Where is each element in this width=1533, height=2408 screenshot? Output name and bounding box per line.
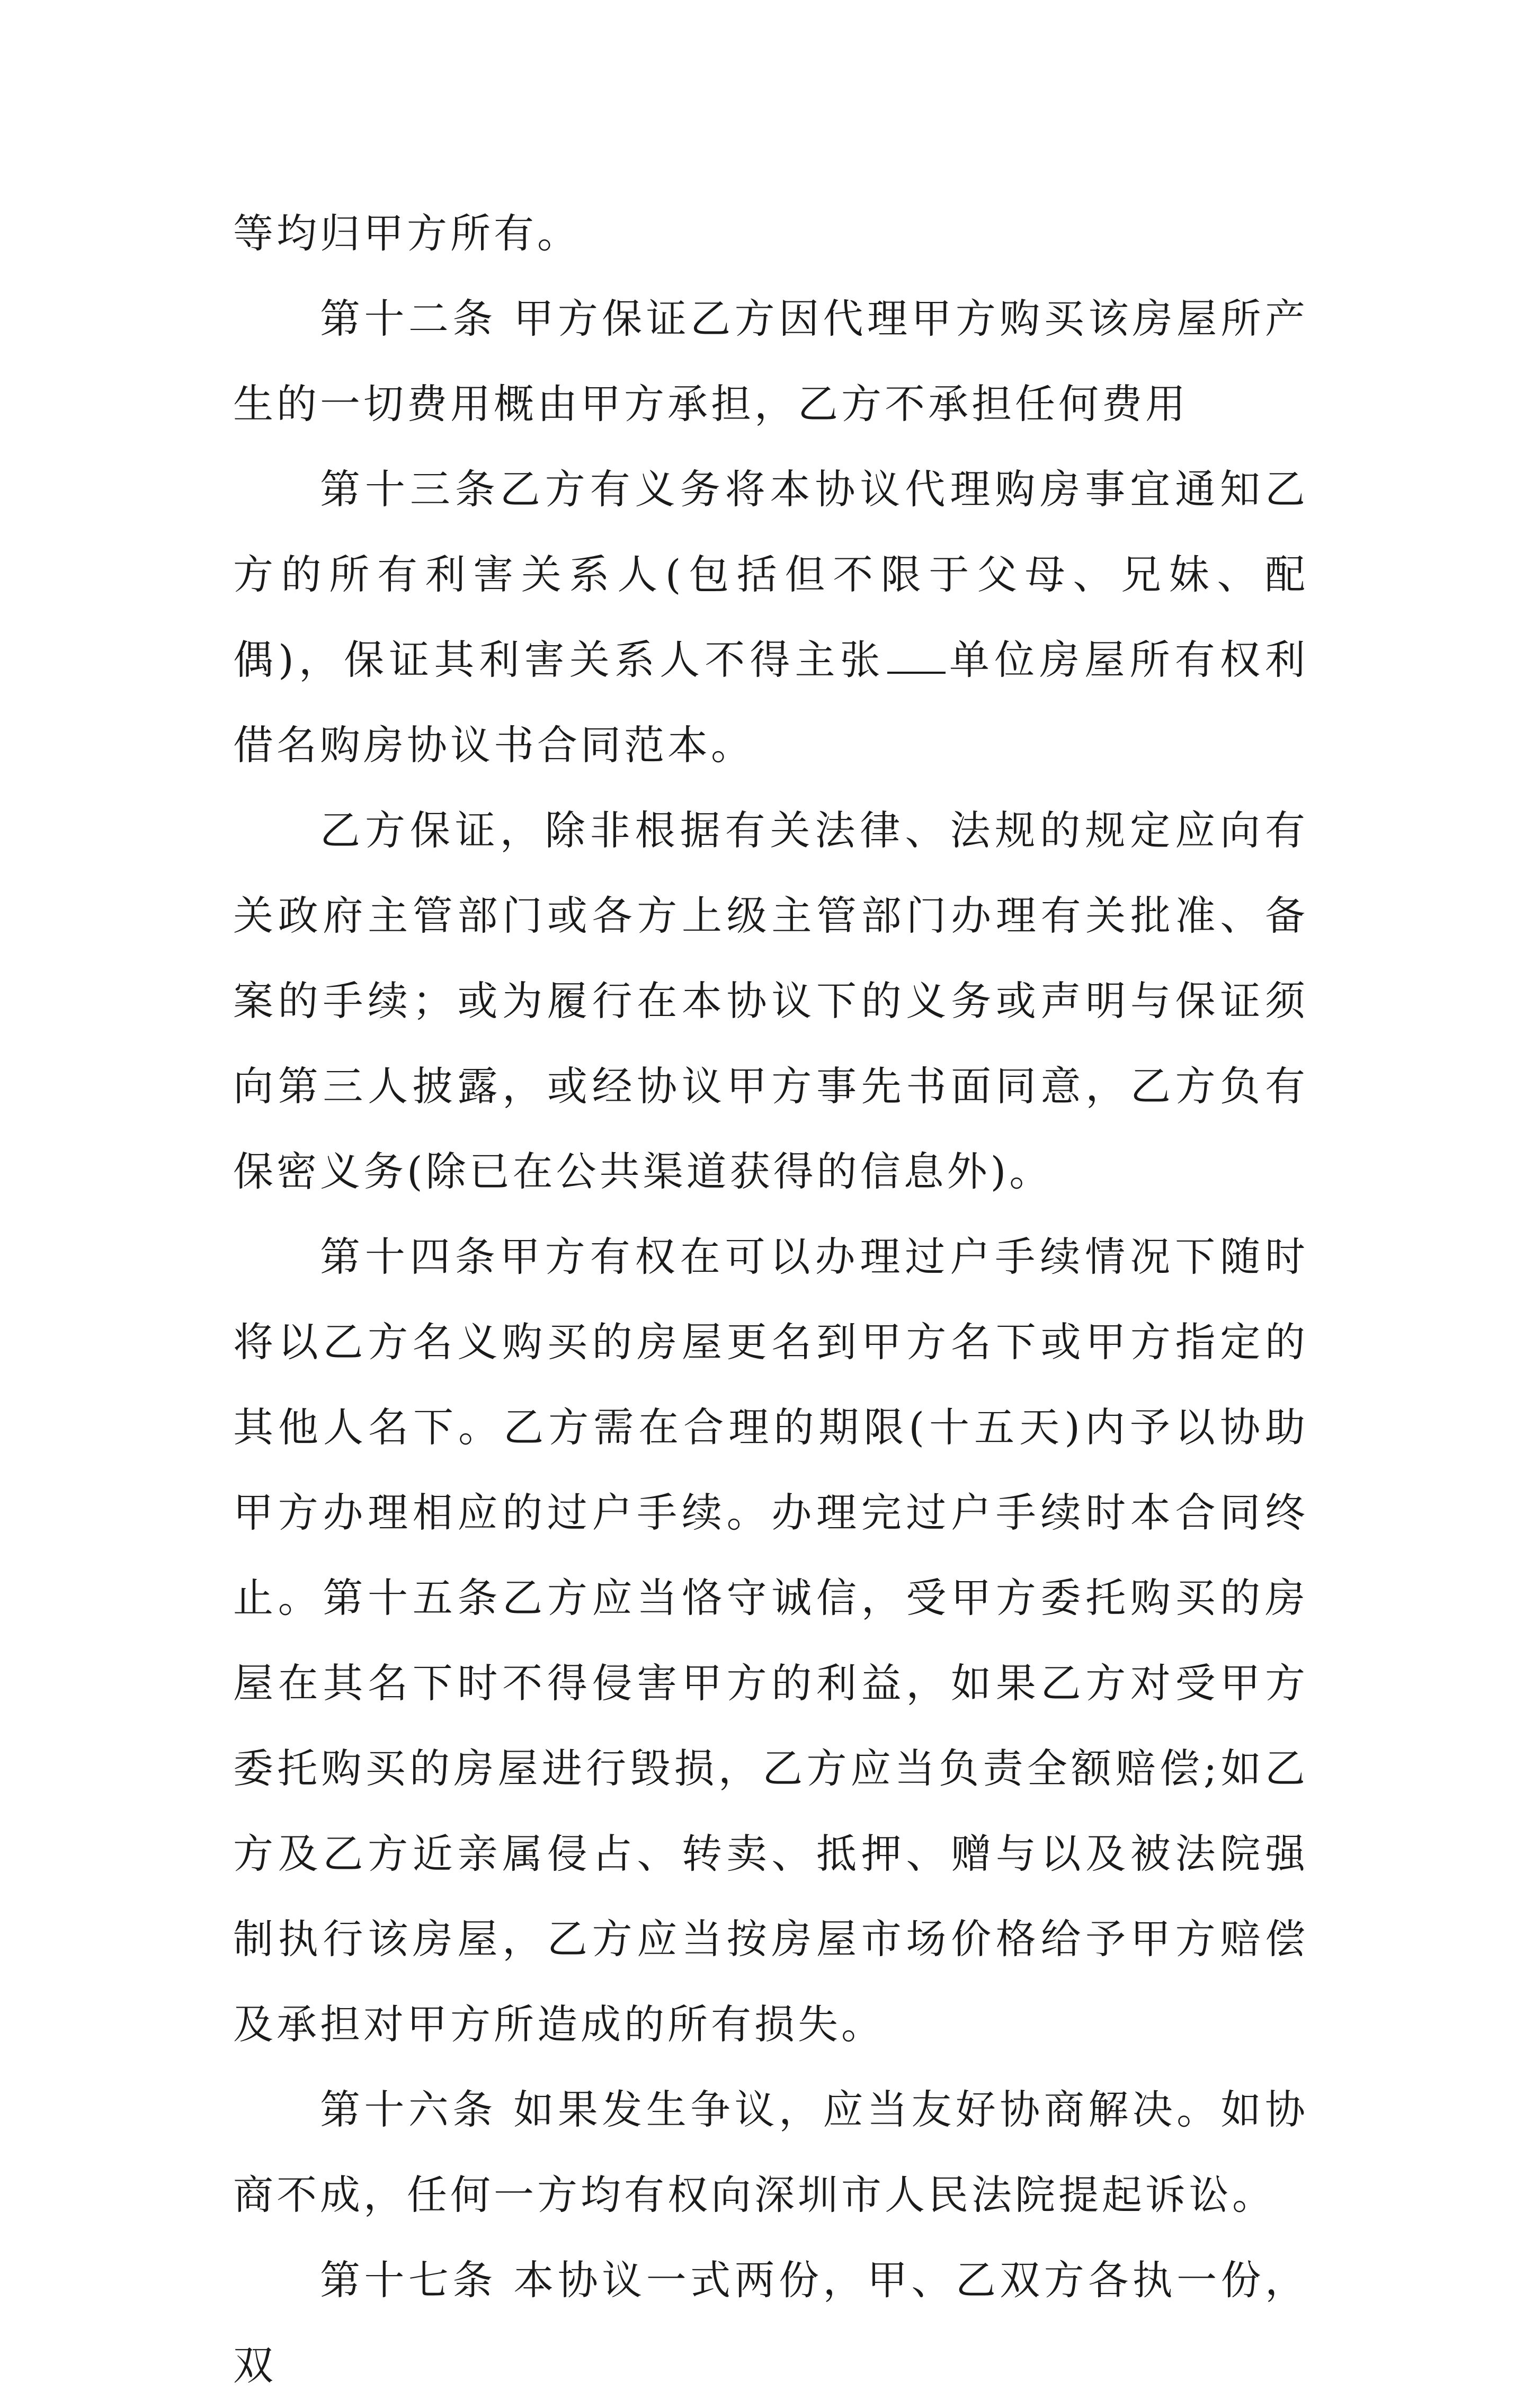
paragraph-confidentiality: 乙方保证，除非根据有关法律、法规的规定应向有关政府主管部门或各方上级主管部门办理有关批准、备案的手续；或为履行在本协议下的义务或声明与保证须向第三人披露，或经协议甲方事先书面同意，乙方负有保密义务(除已在公共渠道获得的信息外)。 — [233, 807, 1308, 1195]
paragraph-article-13 — [233, 447, 1308, 788]
paragraph-article-17: 第十七条 本协议一式两份，甲、乙双方各执一份，双 — [233, 2257, 1308, 2389]
paragraph-article-12: 第十二条 甲方保证乙方因代理甲方购买该房屋所产生的一切费用概由甲方承担，乙方不承担任何费用 — [233, 295, 1308, 427]
paragraph-article-14-15: 第十四条甲方有权在可以办理过户手续情况下随时将以乙方名义购买的房屋更名到甲方名下或甲方指定的其他人名下。乙方需在合理的期限(十五天)内予以协助甲方办理相应的过户手续。办理完过户手续时本合同终止。第十五条乙方应当恪守诚信，受甲方委托购买的房屋在其名下时不得侵害甲方的利益，如果乙方对受甲方委托购买的房屋进行毁损，乙方应当负责全额赔偿;如乙方及乙方近亲属侵占、转卖、抵押、赠与以及被法院强制执行该房屋，乙方应当按房屋市场价格给予甲方赔偿及承担对甲方所造成的所有损失。 — [233, 1233, 1308, 2048]
paragraph-continuation: 等均归甲方所有。 — [233, 210, 581, 257]
article-13-text-part1: 第十三条乙方有义务将本协议代理购房事宜通知乙方的所有利害关系人(包括但不限于父母、兄妹、配偶)，保证其利害关系人不得主张 — [233, 466, 1308, 683]
fill-in-blank — [887, 640, 946, 674]
article-13-text-part2: 单位房屋所有权利借名购房协议书合同范本。 — [233, 636, 1309, 769]
document-body — [233, 191, 1308, 2408]
paragraph-article-16: 第十六条 如果发生争议，应当友好协商解决。如协商不成，任何一方均有权向深圳市人民法院提起诉讼。 — [233, 2086, 1308, 2218]
